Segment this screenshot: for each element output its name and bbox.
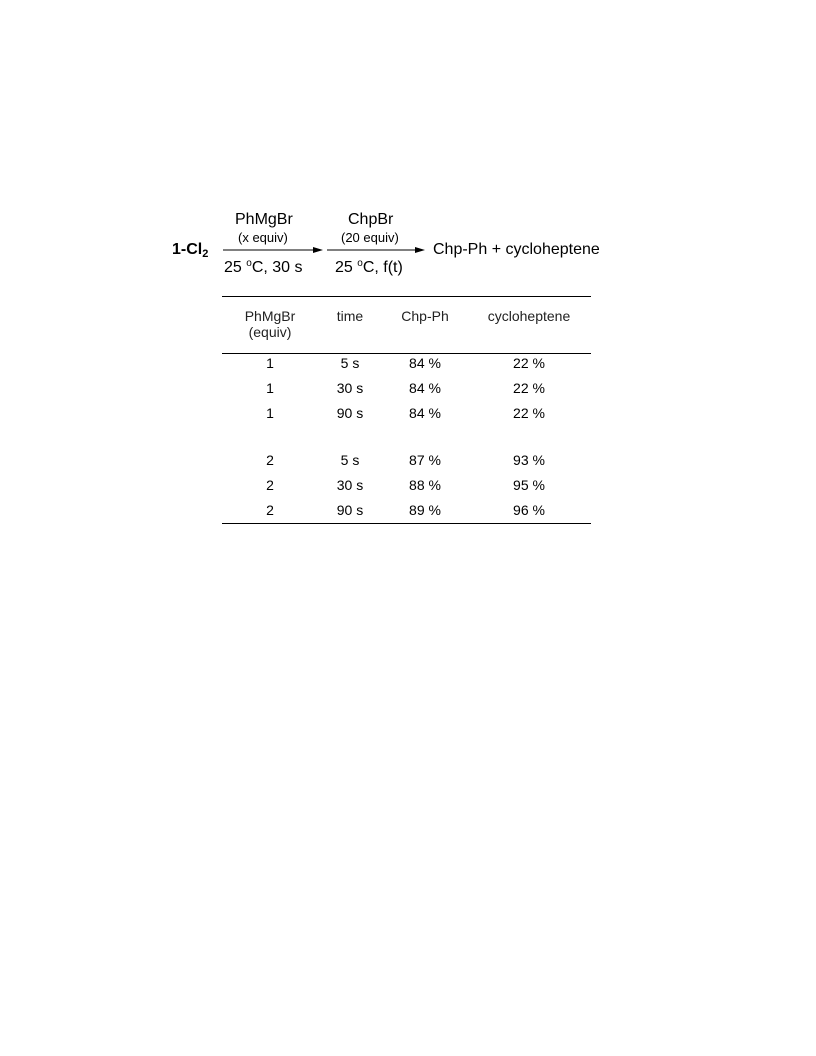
header-time: time [336,308,364,324]
header-cycloheptene: cycloheptene [487,308,571,324]
cell-time: 5 s [340,355,360,371]
cell-cycloheptene: 93 % [513,452,545,468]
cell-time: 90 s [336,502,364,518]
cell-chp-ph: 84 % [409,380,441,396]
cell-equiv: 2 [266,502,274,518]
cell-time: 90 s [336,405,364,421]
reactant-label: $1-Cl_2$ [172,241,209,260]
step2-amount: (20 equiv) [341,230,399,245]
cell-time: 30 s [336,380,364,396]
cell-cycloheptene: 96 % [513,502,545,518]
cell-equiv: 1 [266,355,274,371]
step1-reagent: PhMgBr [235,211,293,228]
cell-chp-ph: 84 % [409,355,441,371]
cell-time: 5 s [340,452,360,468]
cell-cycloheptene: 22 % [513,380,545,396]
reaction-arrow-1 [223,247,323,253]
cell-equiv: 2 [266,477,274,493]
step1-amount: (x equiv) [238,230,288,245]
cell-time: 30 s [336,477,364,493]
reaction-arrow-2 [327,247,425,253]
header-chp-ph: Chp-Ph [401,308,449,324]
cell-chp-ph: 84 % [409,405,441,421]
table-header-rule [222,353,591,354]
products: Chp-Ph + cycloheptene [433,241,600,258]
cell-equiv: 1 [266,380,274,396]
cell-cycloheptene: 22 % [513,405,545,421]
step2-reagent: ChpBr [348,211,394,228]
step2-conditions: 25 $^o$C, f(t) [335,258,403,276]
cell-cycloheptene: 95 % [513,477,545,493]
table-bottom-rule [222,523,591,524]
cell-chp-ph: 87 % [409,452,441,468]
reaction-arrows [0,0,816,300]
table-top-rule [222,296,591,297]
cell-equiv: 1 [266,405,274,421]
cell-chp-ph: 88 % [409,477,441,493]
cell-chp-ph: 89 % [409,502,441,518]
cell-equiv: 2 [266,452,274,468]
header-phmgbr: PhMgBr (equiv) [244,308,296,340]
step1-conditions: 25 $^o$C, 30 s [224,258,303,276]
cell-cycloheptene: 22 % [513,355,545,371]
